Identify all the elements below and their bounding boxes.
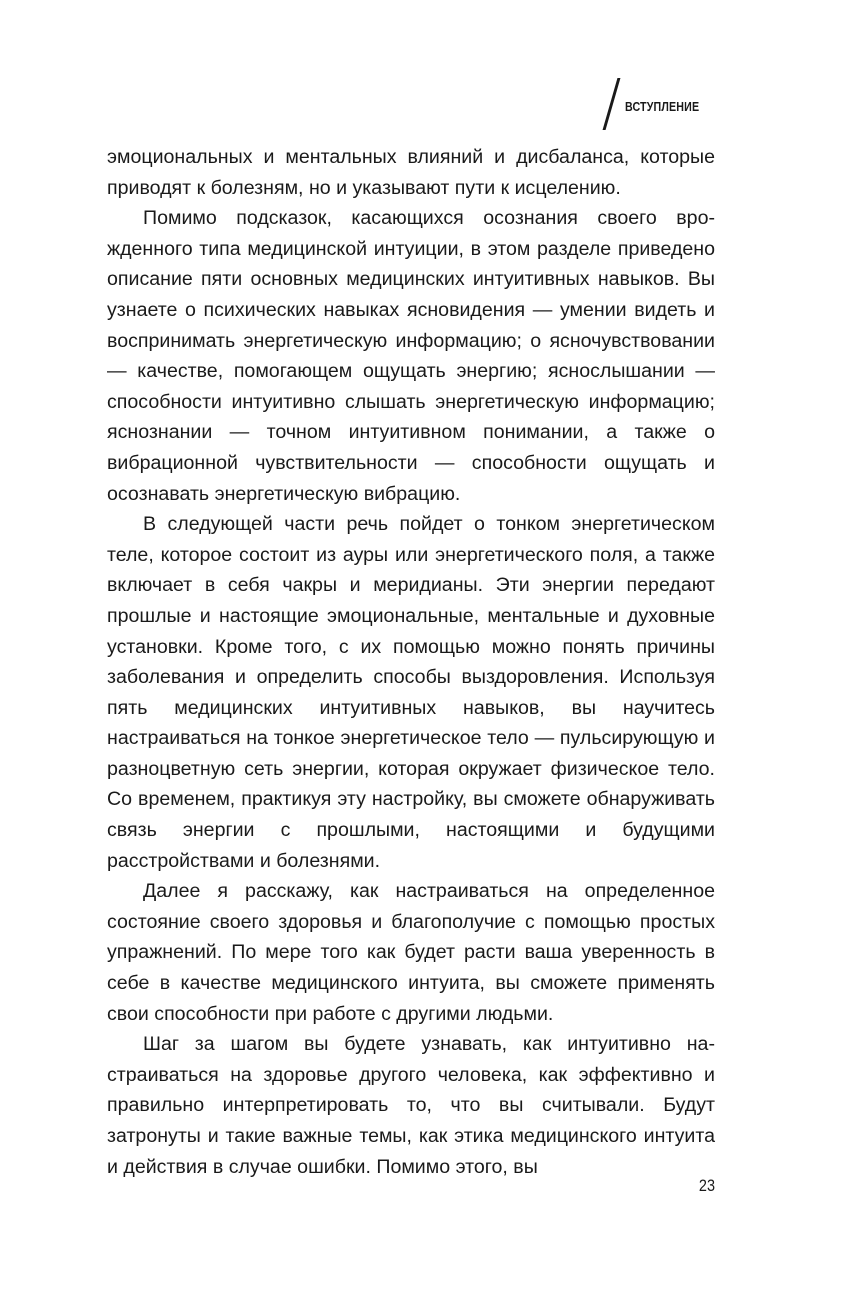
page-number: 23: [698, 1176, 715, 1195]
header-slash-divider: [603, 78, 621, 130]
paragraph: Шаг за шагом вы будете узнавать, как интуитивно настраиваться на здоровье другого человека, как эффективно и правильно интерпретировать то, что вы считывали. Будут затронуты и такие важные темы, как этика медицинского интуита и действия в случае ошибки. Помимо этого, вы: [107, 1033, 715, 1178]
running-header: [616, 78, 716, 130]
paragraph: В следующей части речь пойдет о тонком энергетическом теле, которое состоит из ауры или энергетического поля, а также включает в себя чакры и меридианы. Эти энергии передают прошлые и настоящие эмоциональные, ментальные и духовные установки. Кроме того, с их помощью можно понять причины заболевания и определить способы выздоровления. Используя пять медицинских интуитивных навыков, вы научитесь настраиваться на тонкое энергетическое тело — пульсирующую и разноцветную сеть энергии, которая окружает физическое тело. Со временем, практикуя эту настройку, вы сможете обнаруживать связь энергии с прошлыми, настоящими и будущими расстройствами и болезнями.: [107, 513, 715, 872]
paragraph: Далее я расскажу, как настраиваться на определенное состояние своего здоровья и благополучие с помощью простых упражнений. По мере того как будет расти ваша уверенность в себе в качестве медицинского интуита, вы сможете применять свои способности при работе с другими людьми.: [107, 880, 715, 1025]
body-text: [107, 142, 715, 1182]
section-title: ВСТУПЛЕНИЕ: [625, 98, 700, 114]
paragraph: эмоциональных и ментальных влияний и дисбаланса, которые приводят к болезням, но и указывают пути к исцелению.: [107, 146, 715, 199]
paragraph: Помимо подсказок, касающихся осознания своего врожденного типа медицинской интуиции, в этом разделе приведено описание пяти основных медицинских интуитивных навыков. Вы узнаете о психических навыках ясновидения — умении видеть и воспринимать энергетическую информацию; о ясночувствовании — качестве, помогающем ощущать энергию; яснослышании — способности интуитивно слышать энергетическую информацию; яснознании — точном интуитивном понимании, а также о вибрационной чувствительности — способности ощущать и осознавать энергетическую вибрацию.: [107, 207, 715, 505]
